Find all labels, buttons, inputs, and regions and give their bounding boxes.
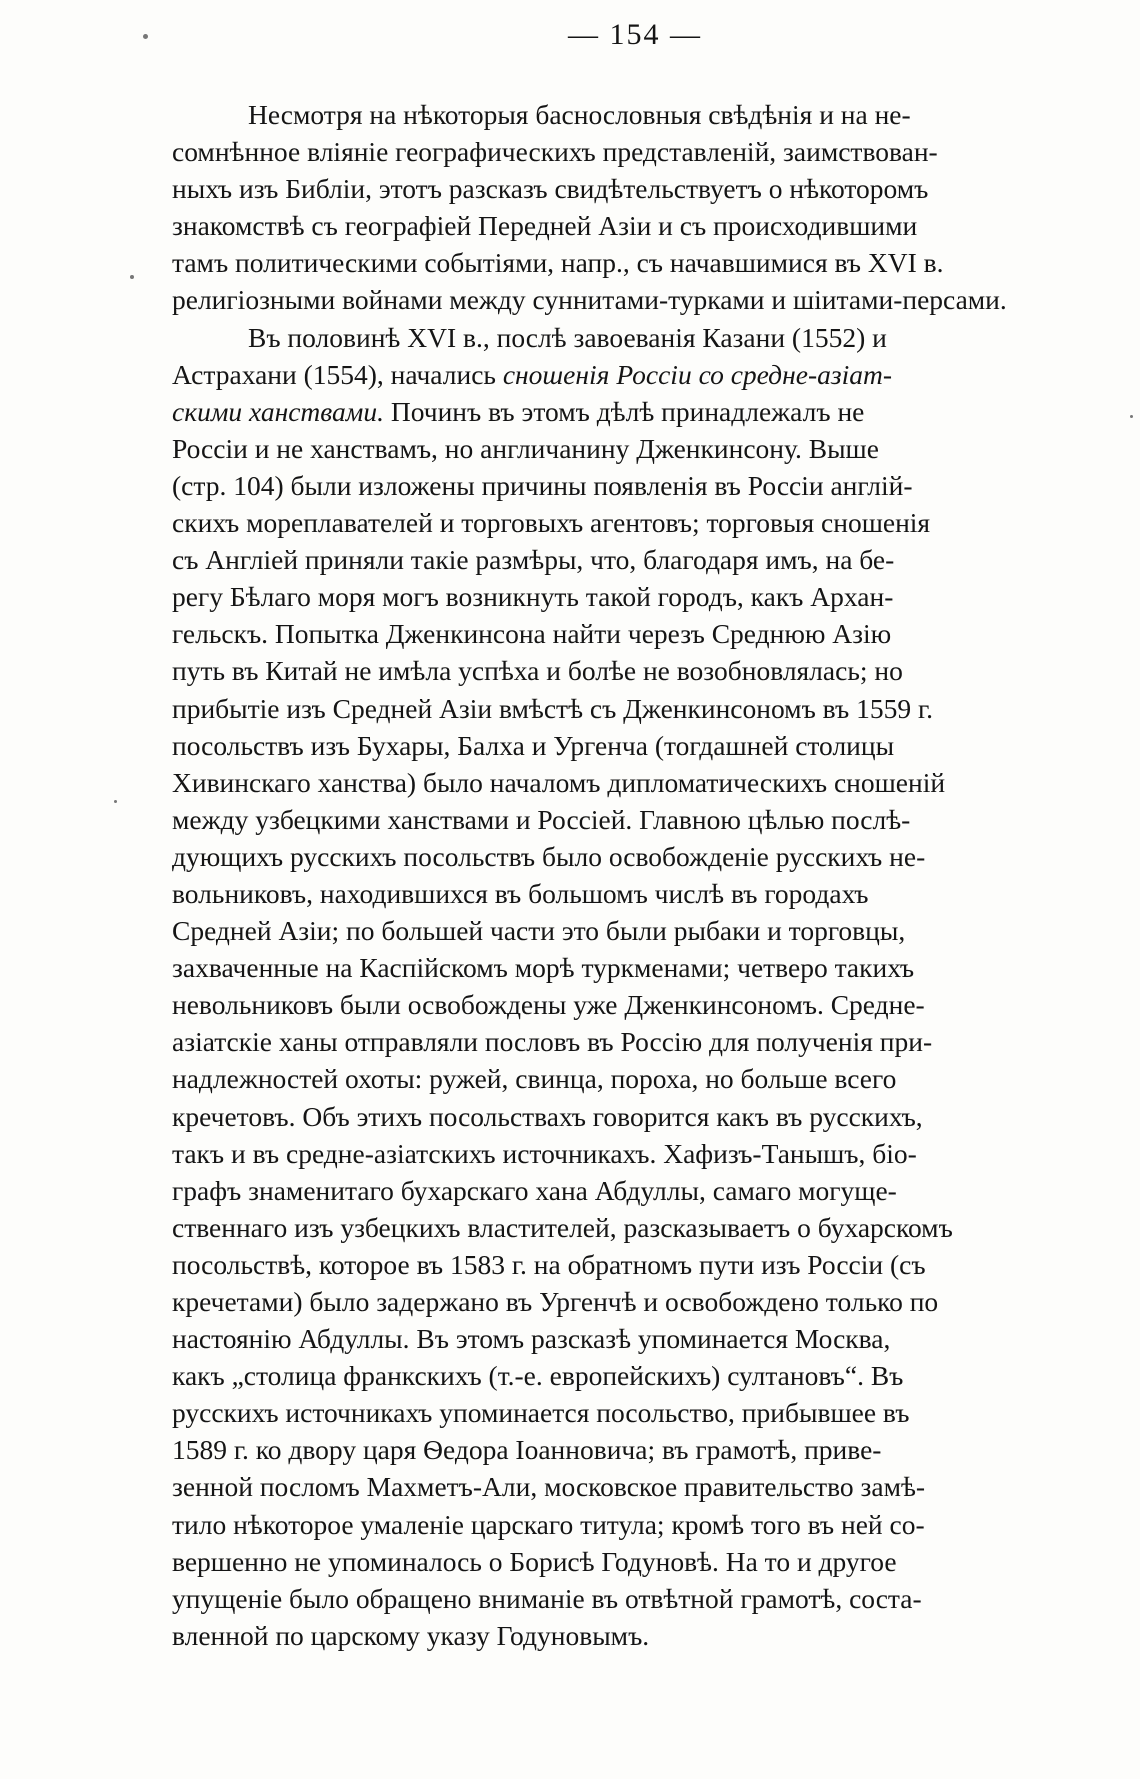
- text-line: такъ и въ средне-азіатскихъ источникахъ. Хафизъ-Танышъ, біо-: [172, 1137, 917, 1169]
- italic-phrase: сношенія Россіи со средне-азіат-: [502, 358, 892, 390]
- text-line: вольниковъ, находившихся въ большомъ числѣ въ городахъ: [172, 877, 869, 909]
- text-line: скихъ мореплавателей и торговыхъ агентовъ; торговыя сношенія: [172, 507, 931, 539]
- scan-speck: [114, 800, 117, 803]
- text-line: 1589 г. ко двору царя Ѳедора Іоанновича; въ грамотѣ, приве-: [172, 1434, 882, 1466]
- text-line: Россіи и не ханствамъ, но англичанину Дженкинсону. Выше: [172, 432, 879, 464]
- paragraph-1: [172, 96, 1120, 319]
- text-line: надлежностей охоты: ружей, свинца, пороха, но больше всего: [172, 1063, 897, 1095]
- text-line: посольствѣ, которое въ 1583 г. на обратномъ пути изъ Россіи (съ: [172, 1248, 926, 1280]
- page-number: — 154 —: [568, 18, 702, 51]
- text-line: зенной посломъ Махметъ-Али, московское правительство замѣ-: [172, 1471, 926, 1503]
- text-line: вершенно не упоминалось о Борисѣ Годуновѣ. На то и другое: [172, 1545, 897, 1577]
- text-line: регу Бѣлаго моря могъ возникнуть такой городъ, какъ Архан-: [172, 581, 894, 613]
- text-line: сомнѣнное вліяніе географическихъ представленій, заимствован-: [172, 136, 938, 168]
- text-line: тило нѣкоторое умаленіе царскаго титула; кромѣ того въ ней со-: [172, 1508, 925, 1540]
- text-line: ственнаго изъ узбецкихъ властителей, разсказываетъ о бухарскомъ: [172, 1211, 953, 1243]
- text-body: [172, 96, 1120, 1654]
- text-line: посольствъ изъ Бухары, Балха и Ургенча (тогдашней столицы: [172, 729, 895, 761]
- text-line: гельскъ. Попытка Дженкинсона найти черезъ Среднюю Азію: [172, 618, 892, 650]
- text-line: тамъ политическими событіями, напр., съ начавшимися въ XVI в.: [172, 247, 944, 279]
- text-line: упущеніе было обращено вниманіе въ отвѣтной грамотѣ, соста-: [172, 1582, 922, 1614]
- scan-speck: [130, 275, 134, 279]
- text-line: Несмотря на нѣкоторыя баснословныя свѣдѣнія и на не-: [248, 99, 911, 130]
- text-line: Хивинскаго ханства) было началомъ дипломатическихъ сношеній: [172, 766, 946, 798]
- paragraph-2: [172, 319, 1120, 1654]
- text-line: русскихъ источникахъ упоминается посольство, прибывшее въ: [172, 1397, 910, 1429]
- text-line: съ Англіей приняли такіе размѣры, что, благодаря имъ, на бе-: [172, 544, 895, 576]
- text-line: какъ „столица франкскихъ (т.-е. европейскихъ) султановъ“. Въ: [172, 1360, 904, 1392]
- text-line: захваченные на Каспійскомъ морѣ туркменами; четверо такихъ: [172, 952, 915, 984]
- text-line: [172, 356, 1120, 393]
- text-line: Средней Азіи; по большей части это были рыбаки и торговцы,: [172, 915, 906, 947]
- text-line: знакомствѣ съ географіей Передней Азіи и съ происходившими: [172, 210, 918, 242]
- text-line: вленной по царскому указу Годуновымъ.: [172, 1619, 650, 1651]
- text-line: [172, 393, 1120, 430]
- text-line: ныхъ изъ Библіи, этотъ разсказъ свидѣтельствуетъ о нѣкоторомъ: [172, 173, 929, 205]
- scan-speck: [1130, 415, 1133, 418]
- text-segment: Астрахани (1554), начались: [172, 358, 503, 390]
- text-line: прибытіе изъ Средней Азіи вмѣстѣ съ Дженкинсономъ въ 1559 г.: [172, 692, 934, 724]
- text-line: религіозными войнами между суннитами-турками и шіитами-персами.: [172, 284, 1007, 316]
- text-line: путь въ Китай не имѣла успѣха и болѣе не возобновлялась; но: [172, 655, 903, 687]
- text-line: кречетами) было задержано въ Ургенчѣ и освобождено только по: [172, 1286, 939, 1317]
- text-line: графъ знаменитаго бухарскаго хана Абдуллы, самаго могуще-: [172, 1174, 897, 1206]
- text-line: азіатскіе ханы отправляли пословъ въ Россію для полученія при-: [172, 1026, 933, 1058]
- text-line: кречетовъ. Объ этихъ посольствахъ говорится какъ въ русскихъ,: [172, 1100, 923, 1132]
- text-line: между узбецкими ханствами и Россіей. Главною цѣлью послѣ-: [172, 803, 911, 835]
- text-line: невольниковъ были освобождены уже Дженкинсономъ. Средне-: [172, 989, 925, 1021]
- text-segment: Починъ въ этомъ дѣлѣ принадлежалъ не: [383, 395, 865, 427]
- text-line: (стр. 104) были изложены причины появленія въ Россіи англій-: [172, 469, 913, 501]
- text-line: настоянію Абдуллы. Въ этомъ разсказѣ упоминается Москва,: [172, 1323, 891, 1355]
- text-line: дующихъ русскихъ посольствъ было освобожденіе русскихъ не-: [172, 840, 926, 872]
- italic-phrase: скими ханствами.: [172, 395, 384, 427]
- scan-speck: [143, 34, 148, 39]
- text-line: Въ половинѣ XVI в., послѣ завоеванія Казани (1552) и: [248, 321, 887, 353]
